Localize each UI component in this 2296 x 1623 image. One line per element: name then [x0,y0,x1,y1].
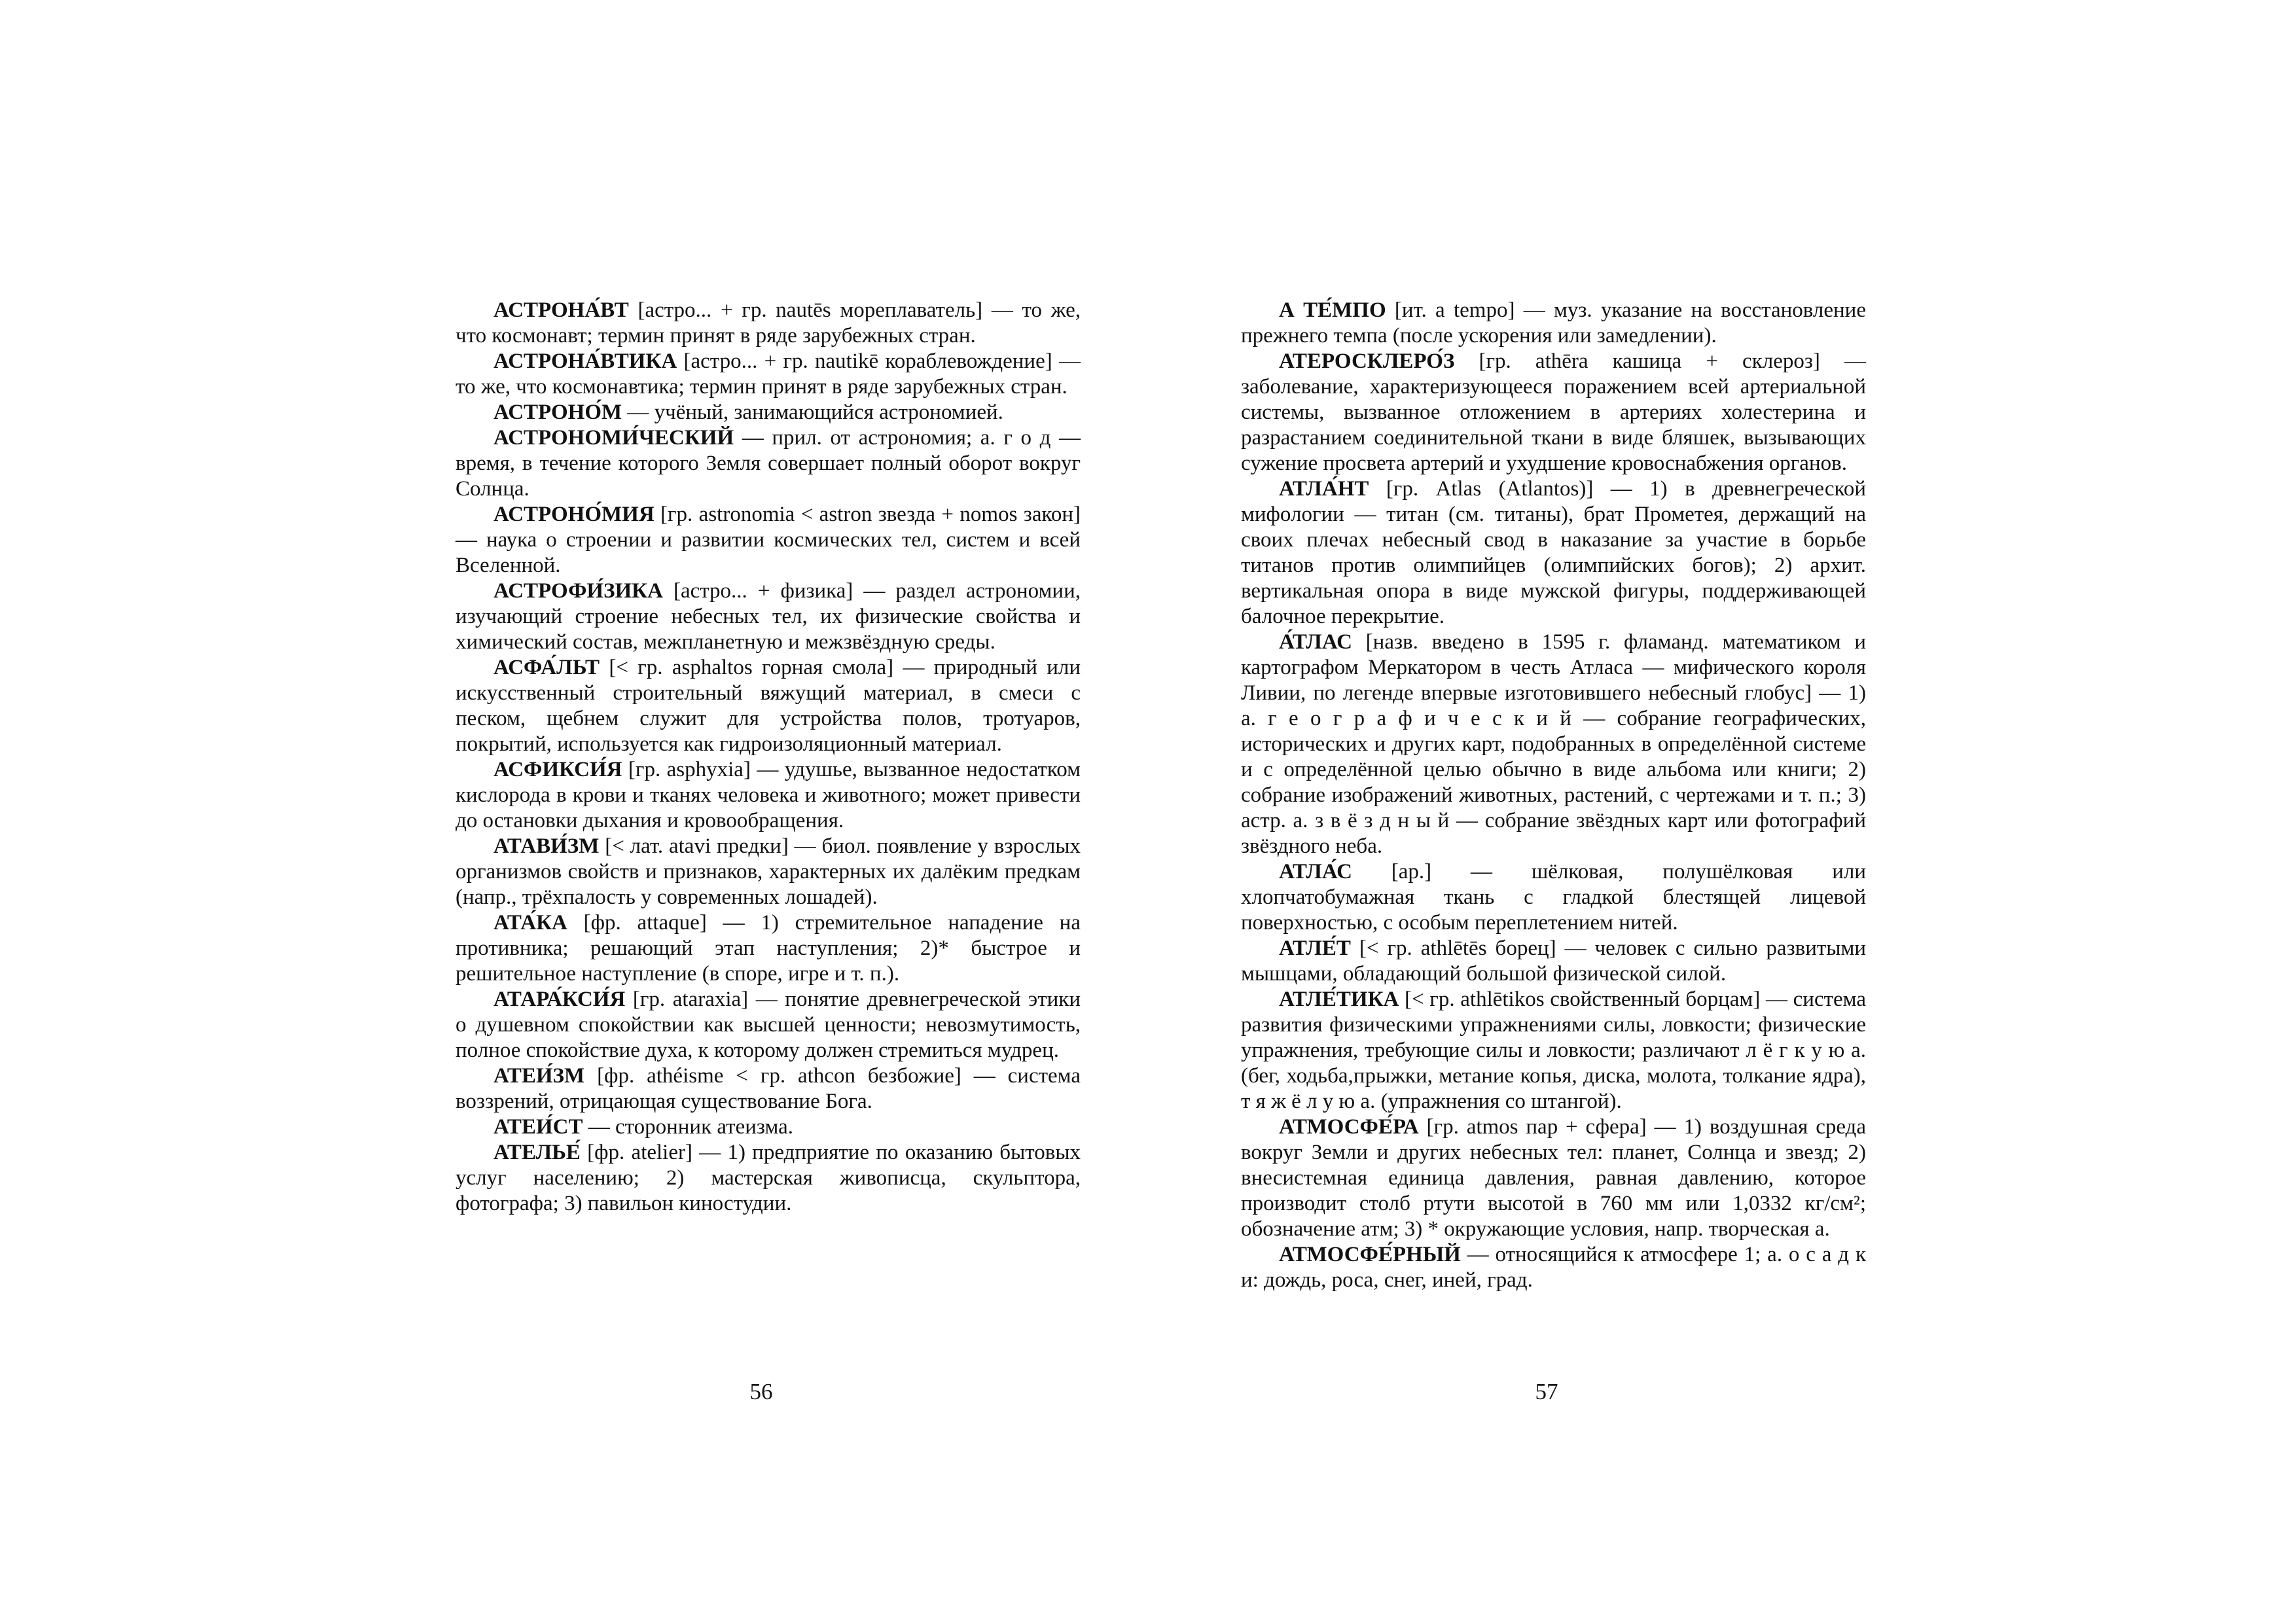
dictionary-entry [456,757,1081,834]
entry-headword: АСФА́ЛЬТ [493,656,600,679]
dictionary-entry [1241,630,1866,859]
entry-headword: АТЕЛЬЕ́ [493,1141,581,1164]
dictionary-entry [1241,349,1866,476]
entry-headword: АТМОСФЕ́РНЫЙ [1279,1243,1461,1266]
entry-definition: — относящийся к атмосфере 1; а. о с а д к и: дождь, роса, снег, иней, град. [1241,1243,1866,1292]
dictionary-entry [456,987,1081,1063]
dictionary-entry [456,579,1081,655]
entry-headword: АСТРОНО́МИЯ [493,503,655,526]
entry-definition: [< гр. athlētēs борец] — человек с сильно развитыми мышцами, обладающий большой физической силой. [1241,936,1866,986]
right-page-column [1241,298,1866,1293]
entry-definition: [астро... + гр. nautikē кораблевождение] — то же, что космонавтика; термин принят в ряде зарубежных стран. [456,349,1081,399]
entry-headword: АСТРОНА́ВТИКА [493,349,677,373]
entry-definition: [фр. attaque] — 1) стремительное нападение на противника; решающий этап наступления; 2)* быстрое и решительное наступление (в споре, игре и т. п.). [456,911,1081,986]
entry-headword: А ТЕ́МПО [1279,298,1386,322]
right-page-number: 57 [1535,1379,1558,1404]
entry-headword: АСТРОФИ́ЗИКА [493,579,663,603]
entry-headword: АСТРОНО́М [493,401,622,424]
dictionary-entry [456,349,1081,400]
dictionary-entry [1241,1115,1866,1242]
dictionary-entry [456,910,1081,987]
entry-definition: — прил. от астрономия; а. г о д — время, в течение которого Земля совершает полный оборот вокруг Солнца. [456,426,1081,501]
dictionary-entry [456,400,1081,425]
entry-headword: АТА́КА [493,911,567,935]
entry-definition: [астро... + физика] — раздел астрономии, изучающий строение небесных тел, их физические свойства и химический состав, межпланетную и межзвёздную среды. [456,579,1081,654]
entry-definition: [гр. ataraxia] — понятие древнегреческой этики о душевном спокойствии как высшей ценности; невозмутимость, полное спокойствие духа, к которому должен стремиться мудрец. [456,988,1081,1062]
entry-definition: [< лат. atavi предки] — биол. появление у взрослых организмов свойств и признаков, характерных их далёким предкам (напр., трёхпалость у современных лошадей). [456,834,1081,909]
dictionary-entry [456,834,1081,910]
entry-definition: [гр. athēra кашица + склероз] — заболевание, характеризующееся поражением всей артериальной системы, вызванное отложением в артериях холестерина и разрастанием соединительной ткани в виде бляшек, вызывающих сужение просвета артерий и ухудшение кровоснабжения органов. [1241,349,1866,475]
entry-headword: АТМОСФЕ́РА [1279,1115,1419,1139]
entry-definition: [< гр. athlētikos свойственный борцам] — система развития физическими упражнениями силы, ловкости; физические упражнения, требующие силы и ловкости; различают л ё г к у ю а. (бег, ходьба,прыжки, метание копья, диска, молота, толкание ядра), т я ж ё л у ю а. (упражнения со штангой). [1241,988,1866,1113]
dictionary-entry [456,425,1081,502]
dictionary-entry [1241,859,1866,936]
dictionary-entry [1241,987,1866,1115]
entry-headword: АТЕИ́ЗМ [493,1064,585,1088]
entry-headword: АСФИКСИ́Я [493,758,622,781]
entry-headword: АСТРОНОМИ́ЧЕСКИЙ [493,426,734,450]
entry-definition: [назв. введено в 1595 г. фламанд. математиком и картографом Меркатором в честь Атласа — мифического короля Ливии, по легенде впервые изготовившего небесный глобус] — 1) а. г е о г р а ф и ч е с к и й — собрание географических, исторических и других карт, подобранных в определённой системе и с определённой целью обычно в виде альбома или книги; 2) собрание изображений животных, растений, с чертежами и т. п.; 3) астр. а. з в ё з д н ы й — собрание звёздных карт или фотографий звёздного неба. [1241,630,1866,858]
dictionary-entry [456,502,1081,579]
entry-definition: [астро... + гр. nautēs мореплаватель] — то же, что космонавт; термин принят в ряде зарубежных стран. [456,298,1081,348]
entry-definition: [ар.] — шёлковая, полушёлковая или хлопчатобумажная ткань с гладкой блестящей лицевой поверхностью, с особым переплетением нитей. [1241,860,1866,935]
entry-headword: АТЛА́НТ [1279,477,1369,501]
dictionary-entry [456,1063,1081,1115]
dictionary-entry [1241,1242,1866,1293]
dictionary-entry [1241,298,1866,349]
entry-definition: [гр. atmos пар + сфера] — 1) воздушная среда вокруг Земли и других небесных тел: планет, Солнца и звезд; 2) внесистемная единица давления, равная давлению, которое производит столб ртути высотой в 760 мм или 1,0332 кг/см²; обозначение атм; 3) * окружающие условия, напр. творческая а. [1241,1115,1866,1241]
entry-definition: [ит. a tempo] — муз. указание на восстановление прежнего темпа (после ускорения или замедлении). [1241,298,1866,348]
entry-headword: АТЛЕ́Т [1279,936,1351,960]
entry-headword: АТЕРОСКЛЕРО́З [1279,349,1455,373]
left-page-number: 56 [749,1379,773,1404]
entry-definition: [фр. atelier] — 1) предприятие по оказанию бытовых услуг населению; 2) мастерская живописца, скульптора, фотографа; 3) павильон киностудии. [456,1141,1081,1215]
entry-definition: — сторонник атеизма. [583,1115,794,1139]
entry-definition: [< гр. asphaltos горная смола] — природный или искусственный строительный вяжущий материал, в смеси с песком, щебнем служит для устройства полов, тротуаров, покрытий, используется как гидроизоляционный материал. [456,656,1081,756]
entry-headword: АСТРОНА́ВТ [493,298,629,322]
entry-headword: АТЛА́С [1279,860,1352,883]
dictionary-entry [1241,476,1866,630]
dictionary-entry [456,1115,1081,1140]
entry-headword: АТЛЕ́ТИКА [1279,988,1399,1011]
entry-headword: АТЕИ́СТ [493,1115,583,1139]
left-page-column [456,298,1081,1217]
entry-headword: А́ТЛАС [1279,630,1352,654]
entry-definition: [гр. Atlas (Atlantos)] — 1) в древнегреческой мифологии — титан (см. титаны), брат Прометея, держащий на своих плечах небесный свод в наказание за участие в борьбе титанов против олимпийцев (олимпийских богов); 2) архит. вертикальная опора в виде мужской фигуры, поддерживающей балочное перекрытие. [1241,477,1866,628]
dictionary-entry [456,298,1081,349]
dictionary-entry [456,655,1081,757]
dictionary-entry [1241,936,1866,987]
entry-definition: — учёный, занимающийся астрономией. [622,401,1003,424]
entry-headword: АТАРА́КСИ́Я [493,988,626,1011]
entry-headword: АТАВИ́ЗМ [493,834,600,858]
entry-definition: [гр. astronomia < astron звезда + nomos закон] — наука о строении и развитии космических тел, систем и всей Вселенной. [456,503,1081,577]
dictionary-entry [456,1140,1081,1217]
entry-definition: [фр. athéisme < гр. athcon безбожие] — система воззрений, отрицающая существование Бога. [456,1064,1081,1113]
entry-definition: [гр. asphyxia] — удушье, вызванное недостатком кислорода в крови и тканях человека и животного; может привести до остановки дыхания и кровообращения. [456,758,1081,832]
